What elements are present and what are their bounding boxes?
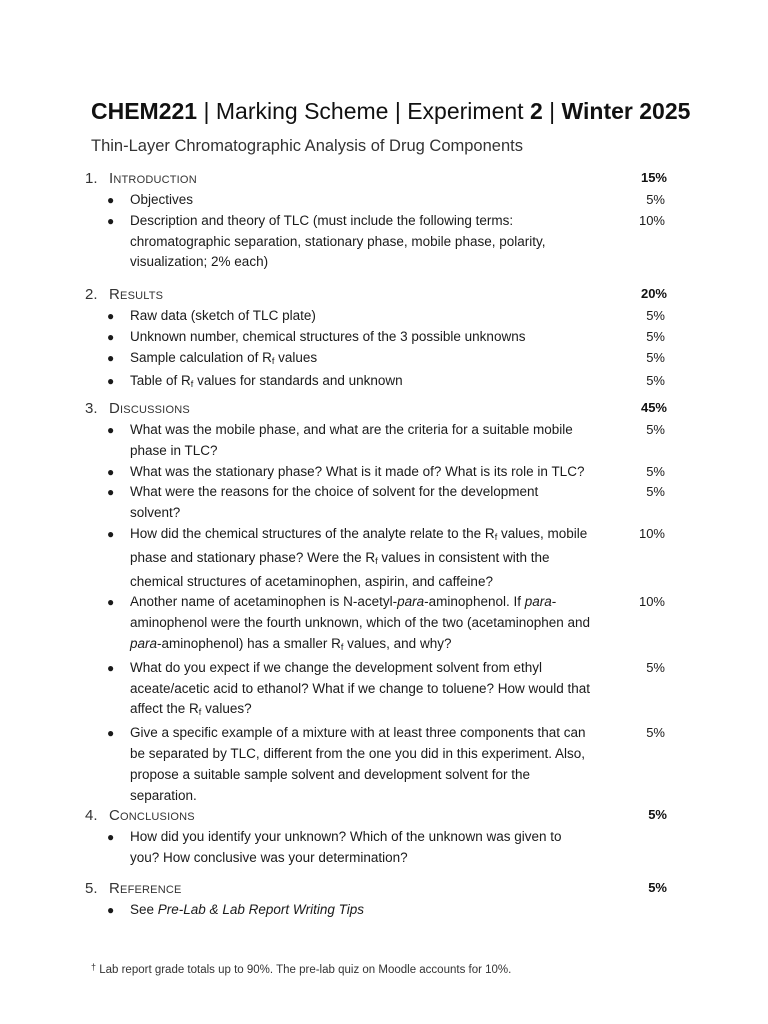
bullet-icon: ● xyxy=(107,660,115,675)
bullet-icon: ● xyxy=(107,374,115,389)
section-weight: 5% xyxy=(648,880,667,895)
list-item: ● Description and theory of TLC (must include the following terms: chromatographic separation, stationary phase, mobile phase, polarity, visualization; 2% each) 10% xyxy=(107,212,665,270)
section-weight: 20% xyxy=(640,286,667,301)
section-reference: 5. Reference 5% ● See Pre-Lab & Lab Report Writing Tips xyxy=(85,878,667,921)
list-item: ● What were the reasons for the choice of solvent for the development solvent? 5% xyxy=(107,484,665,521)
section-introduction: 1. Introduction 15% ● Objectives 5% ● Description and theory of TLC (must include the following terms: chromatographic separation, stationary phase, mobile phase, polarity, visualization; 2% each) 10% xyxy=(85,168,667,273)
bullet-icon: ● xyxy=(107,726,115,741)
section-discussions: 3. Discussions 45% ● What was the mobile phase, and what are the criteria for a suitable mobile phase in TLC? 5% ● What was the stationary phase? What is it made of? What is its role in TLC? 5% ● What were the reasons for the choice of solvent for the development solvent? 5% ● How did the chemical structures of the analyte relate to the $R_f$ values, mobile phase and stationary phase? Were the $R_f$ values in consistent with the chemical structures of acetaminophen, aspirin, and caffeine? 10% ● Another name of acetaminophen is N-acetyl-para-aminophenol. If para-aminophenol were the fourth unknown, which of the two (acetaminophen and para-aminophenol) has a smaller $R_f$ values, and why? 10% ● What do you expect if we change the development solvent from ethyl aceate/acetic acid to ethanol? What if we change to toluene? How would that affect the $R_f$ values? 5% ● Give a specific example of a mixture with at least three components that can be separated by TLC, different from the one you did in this experiment. Also, propose a suitable sample solvent and development solvent for the separation. 5% xyxy=(85,398,667,806)
bullet-icon: ● xyxy=(107,464,115,479)
list-item: ● What was the stationary phase? What is it made of? What is its role in TLC? 5% xyxy=(85,462,667,483)
list-item: ● What do you expect if we change the development solvent from ethyl aceate/acetic acid to ethanol? What if we change to toluene? How would that affect the $R_f$ values? 5% xyxy=(107,659,665,718)
bullet-icon: ● xyxy=(107,213,115,228)
section-title: Discussions xyxy=(109,400,190,417)
section-title: Conclusions xyxy=(109,807,195,824)
list-item: ● Raw data (sketch of TLC plate) 5% xyxy=(85,306,667,327)
section-title: Results xyxy=(109,286,164,303)
experiment-label: Experiment xyxy=(407,98,530,124)
bullet-icon: ● xyxy=(107,309,115,323)
section-weight: 45% xyxy=(640,400,667,415)
page-subtitle: Thin-Layer Chromatographic Analysis of Drug Components xyxy=(91,137,523,155)
list-item: ● Give a specific example of a mixture with at least three components that can be separated by TLC, different from the one you did in this experiment. Also, propose a suitable sample solvent and development solvent for the separation. 5% xyxy=(107,725,665,803)
bullet-icon: ● xyxy=(107,423,115,437)
bullet-icon: ● xyxy=(107,350,115,365)
bullet-icon: ● xyxy=(107,526,115,541)
footnote: † Lab report grade totals up to 90%. The pre-lab quiz on Moodle accounts for 10%. xyxy=(91,962,512,976)
experiment-number: 2 xyxy=(529,98,543,124)
reference-link-text: Pre-Lab & Lab Report Writing Tips xyxy=(157,902,364,917)
bullet-icon: ● xyxy=(107,595,115,610)
section-title: Introduction xyxy=(109,170,197,187)
bullet-icon: ● xyxy=(107,903,115,917)
list-item: ● How did you identify your unknown? Which of the unknown was given to you? How conclusive was your determination? xyxy=(107,829,562,865)
bullet-icon: ● xyxy=(107,193,115,207)
section-title: Reference xyxy=(109,880,182,897)
term-label: Winter 2025 xyxy=(561,98,691,124)
bullet-icon: ● xyxy=(107,329,115,344)
list-item: ● Objectives 5% xyxy=(85,190,667,211)
bullet-icon: ● xyxy=(107,485,115,500)
list-item: ● Another name of acetaminophen is N-acetyl-para-aminophenol. If para-aminophenol were the fourth unknown, which of the two (acetaminophen and para-aminophenol) has a smaller $R_f$ values, and why? 10% xyxy=(107,594,665,652)
course-code: CHEM221 xyxy=(91,98,198,124)
list-item: ● See Pre-Lab & Lab Report Writing Tips xyxy=(85,900,667,921)
list-item: ● Unknown number, chemical structures of the 3 possible unknowns 5% xyxy=(85,327,667,348)
section-weight: 5% xyxy=(648,807,667,822)
list-item: ● Table of $R_f$ values for standards and unknown 5% xyxy=(85,371,667,395)
list-item: ● What was the mobile phase, and what are the criteria for a suitable mobile phase in TLC? 5% xyxy=(107,422,665,458)
page-title: CHEM221 | Marking Scheme | Experiment 2 | Winter 2025 xyxy=(91,98,691,124)
list-item: ● How did the chemical structures of the analyte relate to the $R_f$ values, mobile phase and stationary phase? Were the $R_f$ values in consistent with the chemical structures of acetaminophen, aspirin, and caffeine? 10% xyxy=(107,525,665,589)
list-item: ● Sample calculation of $R_f$ values 5% xyxy=(85,348,667,372)
bullet-icon: ● xyxy=(107,830,115,844)
marking-scheme-label: Marking Scheme xyxy=(215,98,389,124)
section-results: 2. Results 20% ● Raw data (sketch of TLC plate) 5% ● Unknown number, chemical structures of the 3 possible unknowns 5% ● Sample calculation of $R_f$ values 5% ● Table of $R_f$ values for standards and unknown 5% xyxy=(85,284,667,395)
section-weight: 15% xyxy=(640,170,667,185)
section-conclusions: 4. Conclusions 5% ● How did you identify your unknown? Which of the unknown was given to you? How conclusive was your determination? xyxy=(85,805,667,869)
